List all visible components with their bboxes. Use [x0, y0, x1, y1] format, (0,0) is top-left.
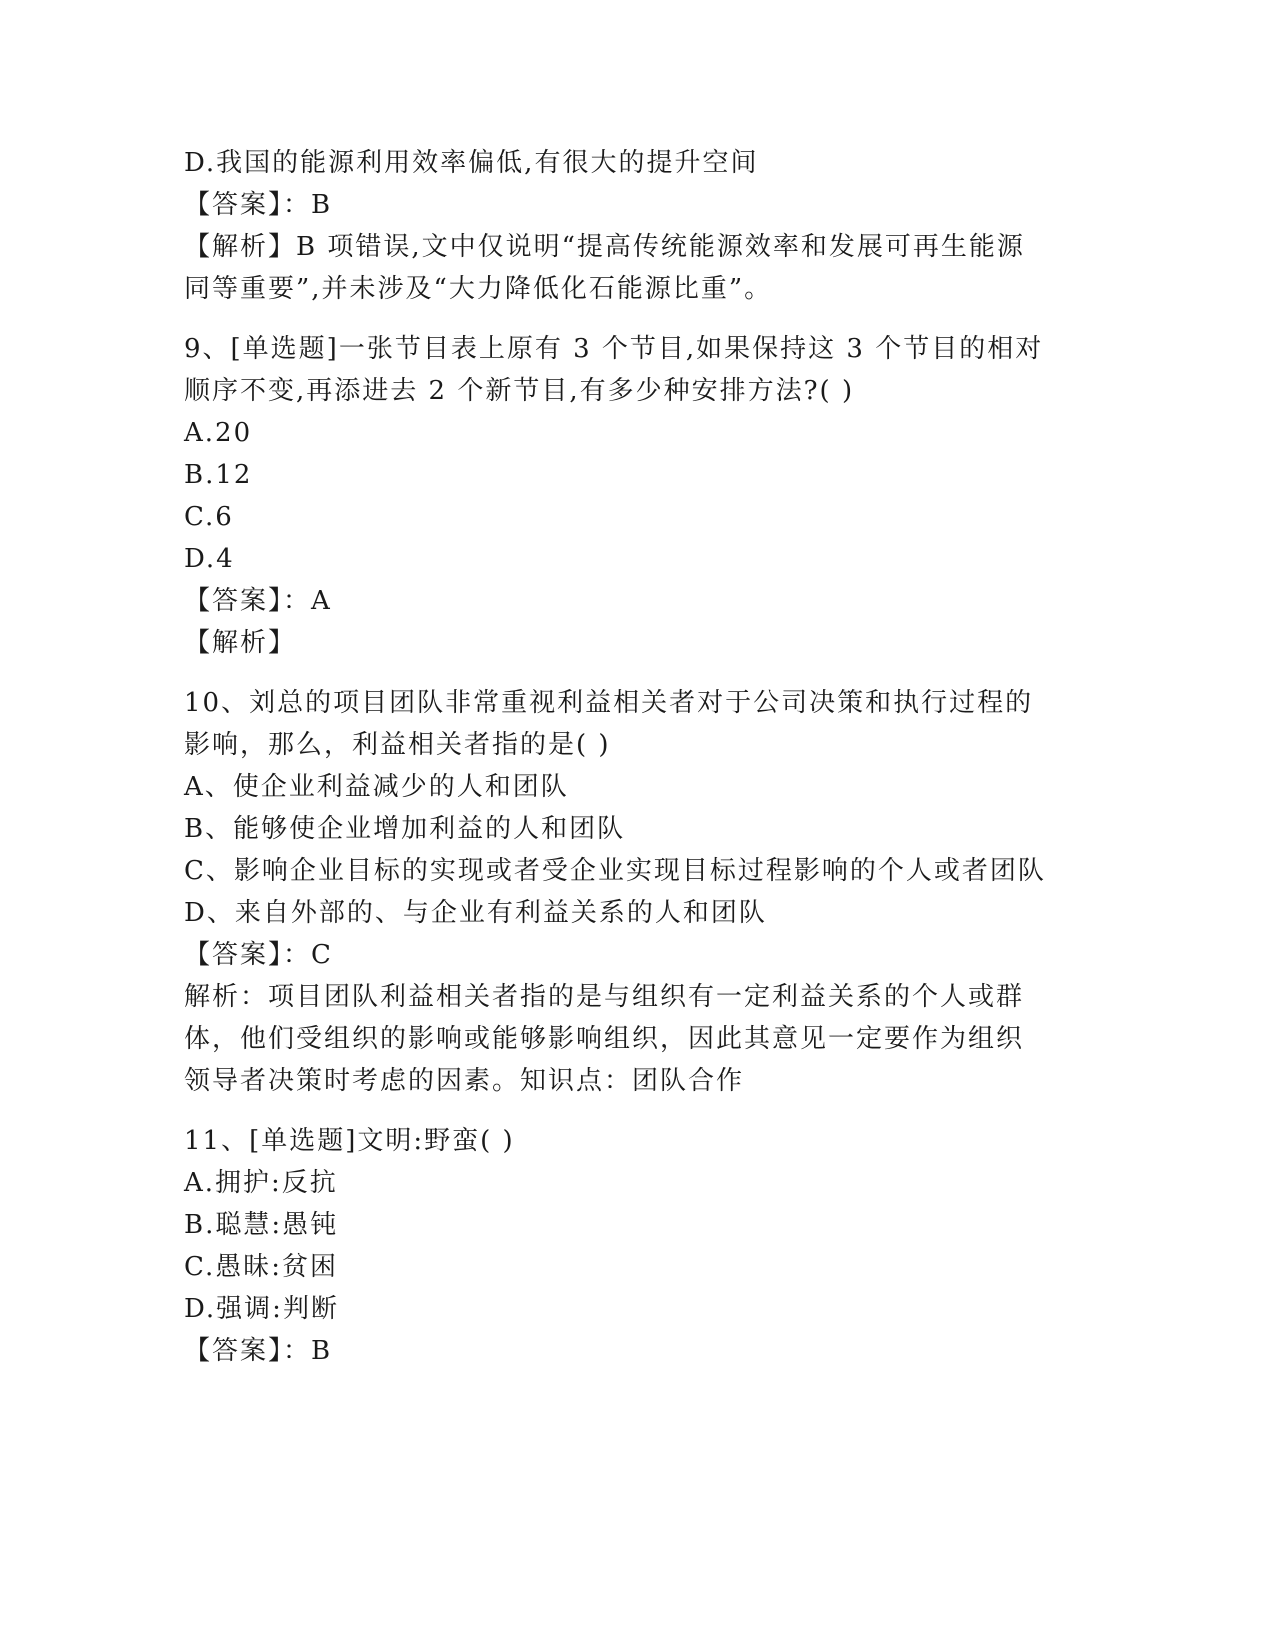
- q10-question-line-2: 影响，那么，利益相关者指的是( ): [184, 730, 611, 760]
- q10-option-b: B、能够使企业增加利益的人和团队: [184, 814, 626, 844]
- q8-answer: 【答案】：B: [184, 190, 333, 220]
- q10-analysis-line-3: 领导者决策时考虑的因素。知识点：团队合作: [184, 1066, 745, 1096]
- q8-analysis-line-1: 【解析】B 项错误,文中仅说明“提高传统能源效率和发展可再生能源: [184, 232, 1025, 262]
- q9-option-a: A.20: [184, 418, 253, 448]
- q9-question-line-1: 9、[单选题]一张节目表上原有 3 个节目,如果保持这 3 个节目的相对: [184, 334, 1044, 364]
- q10-analysis-line-1: 解析：项目团队利益相关者指的是与组织有一定利益关系的个人或群: [184, 982, 1025, 1012]
- q9-question-line-2: 顺序不变,再添进去 2 个新节目,有多少种安排方法?( ): [184, 376, 855, 406]
- q10-option-d: D、来自外部的、与企业有利益关系的人和团队: [184, 898, 767, 928]
- document-page: [184, 142, 1084, 1372]
- q11-question: 11、[单选题]文明:野蛮( ): [184, 1126, 515, 1156]
- q9-option-c: C.6: [184, 502, 234, 532]
- q10-option-a: A、使企业利益减少的人和团队: [184, 772, 569, 802]
- q9-option-d: D.4: [184, 544, 235, 574]
- q11-option-a: A.拥护:反抗: [184, 1168, 338, 1198]
- q8-analysis-line-2: 同等重要”,并未涉及“大力降低化石能源比重”。: [184, 274, 773, 304]
- q8-option-d: D.我国的能源利用效率偏低,有很大的提升空间: [184, 148, 759, 178]
- q10-answer: 【答案】：C: [184, 940, 333, 970]
- q11-option-b: B.聪慧:愚钝: [184, 1210, 339, 1240]
- q10-analysis-line-2: 体，他们受组织的影响或能够影响组织，因此其意见一定要作为组织: [184, 1024, 1025, 1054]
- q10-question-line-1: 10、刘总的项目团队非常重视利益相关者对于公司决策和执行过程的: [184, 688, 1034, 718]
- q11-option-c: C.愚昧:贫困: [184, 1252, 338, 1282]
- q9-analysis: 【解析】: [184, 628, 297, 658]
- q11-option-d: D.强调:判断: [184, 1294, 339, 1324]
- q9-answer: 【答案】：A: [184, 586, 332, 616]
- q10-option-c: C、影响企业目标的实现或者受企业实现目标过程影响的个人或者团队: [184, 856, 1046, 886]
- q9-option-b: B.12: [184, 460, 253, 490]
- q11-answer: 【答案】：B: [184, 1336, 333, 1366]
